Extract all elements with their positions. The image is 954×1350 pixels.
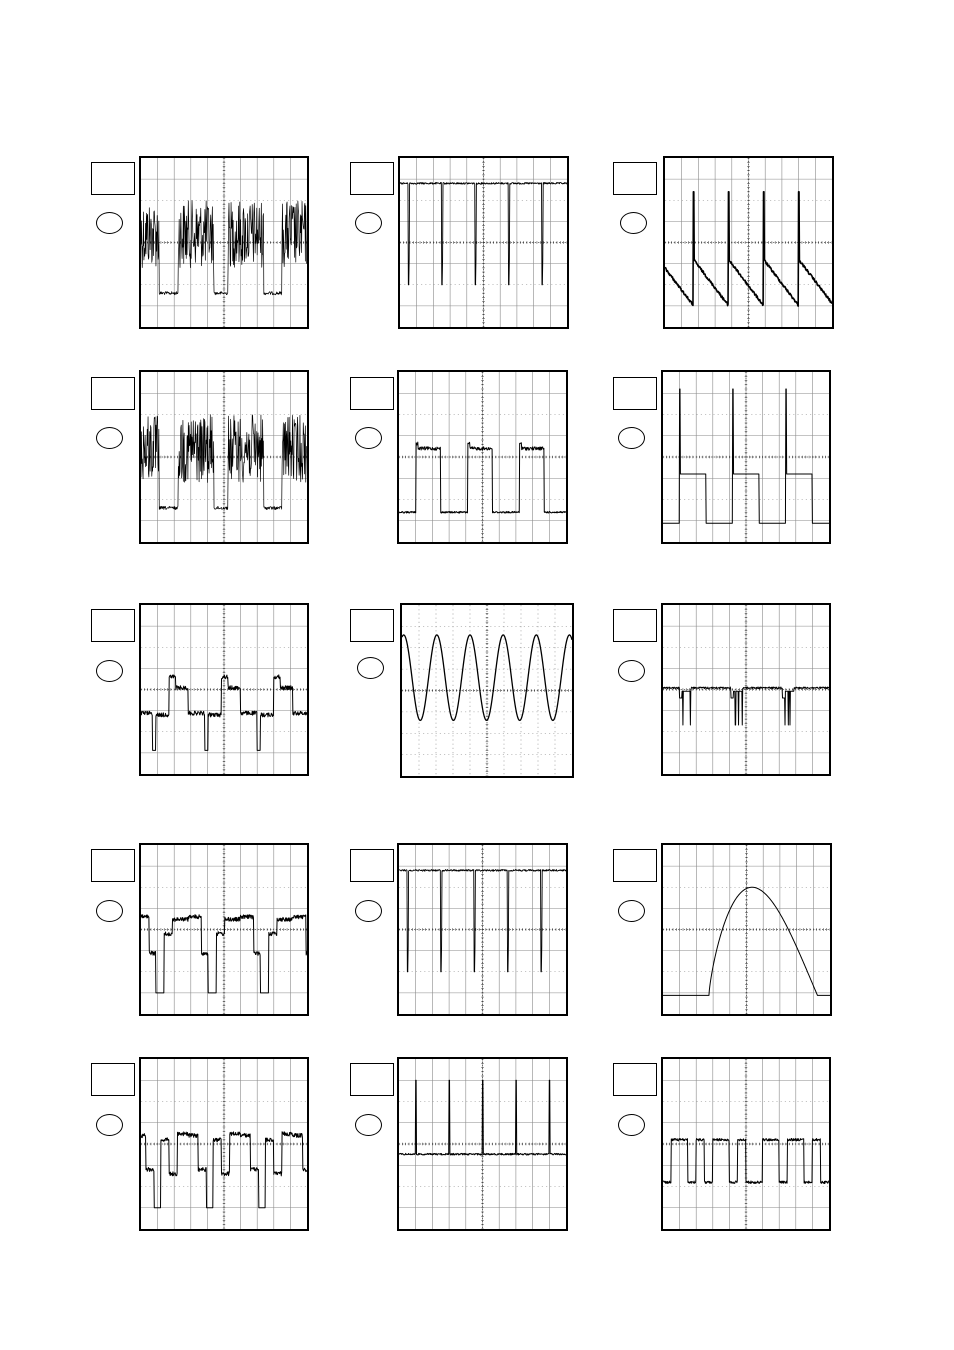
scope-plot: [141, 1059, 307, 1229]
waveform-label-box: [613, 162, 657, 195]
probe-point-circle: [355, 1114, 382, 1136]
scope-plot: [399, 372, 566, 542]
scope-plot: [400, 158, 567, 327]
scope-plot: [141, 845, 307, 1014]
graticule: [399, 372, 566, 542]
waveform-label-box: [91, 1063, 135, 1096]
waveform-label-box: [350, 1063, 394, 1096]
oscilloscope-screen: [400, 603, 574, 778]
scope-plot: [141, 158, 307, 327]
oscilloscope-screen: [661, 603, 831, 776]
scope-plot: [663, 1059, 829, 1229]
probe-point-circle: [96, 900, 123, 922]
probe-point-circle: [618, 900, 645, 922]
oscilloscope-screen: [661, 843, 832, 1016]
oscilloscope-screen: [661, 370, 831, 544]
probe-point-circle: [355, 900, 382, 922]
scope-plot: [399, 845, 566, 1014]
waveform-label-box: [91, 162, 135, 195]
oscilloscope-screen: [139, 843, 309, 1016]
oscilloscope-screen: [139, 1057, 309, 1231]
waveform-label-box: [613, 849, 657, 882]
waveform-label-box: [91, 609, 135, 642]
probe-point-circle: [96, 212, 123, 234]
waveform-label-box: [91, 377, 135, 410]
probe-point-circle: [618, 427, 645, 449]
graticule: [663, 372, 829, 542]
waveform-label-box: [613, 609, 657, 642]
probe-point-circle: [96, 1114, 123, 1136]
oscilloscope-screen: [661, 1057, 831, 1231]
scope-plot: [402, 605, 572, 776]
scope-plot: [663, 372, 829, 542]
probe-point-circle: [355, 427, 382, 449]
probe-point-circle: [618, 660, 645, 682]
waveform-label-box: [350, 377, 394, 410]
waveform-label-box: [350, 609, 394, 642]
waveform-label-box: [613, 1063, 657, 1096]
oscilloscope-screen: [398, 156, 569, 329]
graticule: [663, 845, 830, 1014]
oscilloscope-screen: [397, 843, 568, 1016]
graticule: [141, 845, 307, 1014]
oscilloscope-screen: [663, 156, 834, 329]
waveform-label-box: [613, 377, 657, 410]
scope-plot: [399, 1059, 566, 1229]
scope-plot: [141, 605, 307, 774]
waveform-label-box: [91, 849, 135, 882]
oscilloscope-screen: [139, 370, 309, 544]
oscilloscope-screen: [139, 603, 309, 776]
oscilloscope-screen: [397, 370, 568, 544]
probe-point-circle: [620, 212, 647, 234]
probe-point-circle: [96, 427, 123, 449]
waveform-label-box: [350, 162, 394, 195]
probe-point-circle: [355, 212, 382, 234]
scope-plot: [665, 158, 832, 327]
scope-plot: [663, 845, 830, 1014]
waveform-trace: [663, 1138, 829, 1183]
oscilloscope-screen: [139, 156, 309, 329]
scope-plot: [141, 372, 307, 542]
probe-point-circle: [96, 660, 123, 682]
scope-plot: [663, 605, 829, 774]
graticule: [663, 605, 829, 774]
oscilloscope-screen: [397, 1057, 568, 1231]
probe-point-circle: [357, 657, 384, 679]
waveform-label-box: [350, 849, 394, 882]
probe-point-circle: [618, 1114, 645, 1136]
